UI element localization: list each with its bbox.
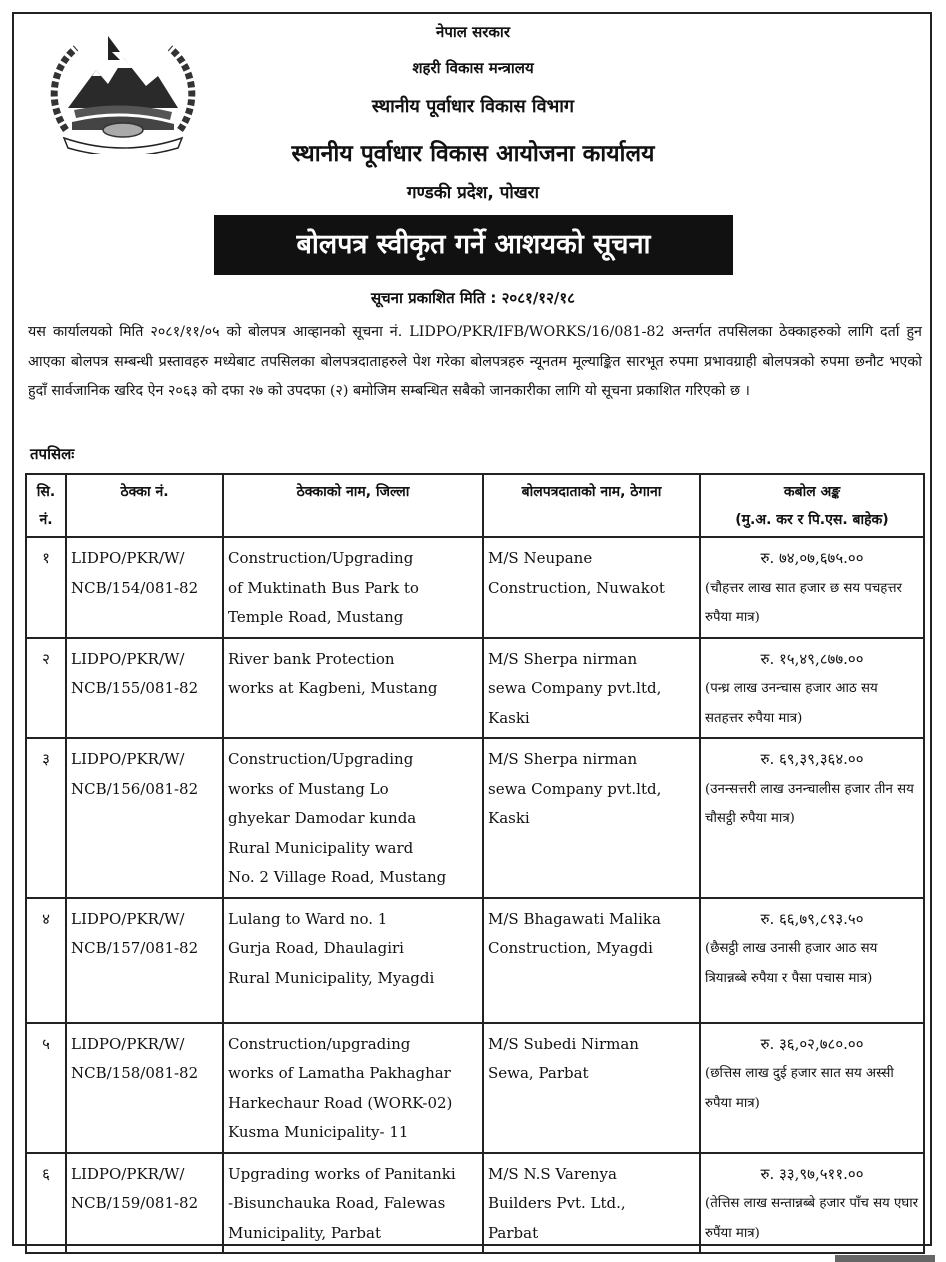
amount-figure: रु. ३६,०२,७८०.०० bbox=[760, 1034, 864, 1053]
amount-words: (छैसट्ठी लाख उनासी हजार आठ सय त्रियान्नब्बे रुपैया र पैसा पचास मात्र) bbox=[705, 941, 878, 986]
amount-words: (तेत्तिस लाख सन्तान्नब्बे हजार पाँच सय एघार रुपैंया मात्र) bbox=[705, 1196, 919, 1241]
row-bidder: M/S Bhagawati Malika Construction, Myagdi bbox=[483, 898, 700, 1023]
row-contract-no: LIDPO/PKR/W/ NCB/155/081-82 bbox=[66, 638, 223, 739]
amount-words: (उनन्सत्तरी लाख उनन्चालीस हजार तीन सय चौसट्ठी रुपैया मात्र) bbox=[705, 781, 914, 826]
row-contract-name: River bank Protection works at Kagbeni, Mustang bbox=[223, 638, 483, 739]
ministry-name: शहरी विकास मन्त्रालय bbox=[412, 59, 534, 77]
amount-words: (छत्तिस लाख दुई हजार सात सय अस्सी रुपैया मात्र) bbox=[705, 1066, 894, 1111]
row-amount bbox=[700, 738, 924, 898]
row-bidder: M/S Sherpa nirman sewa Company pvt.ltd, Kaski bbox=[483, 638, 700, 739]
table-row bbox=[26, 1153, 924, 1254]
intro-paragraph: यस कार्यालयको मिति २०८१/११/०५ को बोलपत्र आव्हानको सूचना नं. LIDPO/PKR/IFB/WORKS/16/081-82 अन्तर्गत तपसिलका ठेक्काहरुको लागि दर्ता हुन आएका बोलपत्र सम्बन्धी प्रस्तावहरु मध्येबाट तपसिलका बोलपत्रदाताहरुले पेश गरेका बोलपत्रहरु न्यूनतम मूल्याङ्कित सारभूत रुपमा प्रभावग्राही बोलपत्रको रुपमा छनौट भएको हुदाँ सार्वजानिक खरिद ऐन २०६३ को दफा २७ को उपदफा (२) बमोजिम सम्बन्धित सबैको जानकारीका लागि यो सूचना प्रकाशित गरिएको छ । bbox=[28, 324, 922, 399]
department-name: स्थानीय पूर्वाधार विकास विभाग bbox=[371, 96, 575, 117]
row-sn: २ bbox=[26, 638, 66, 739]
row-contract-no: LIDPO/PKR/W/ NCB/156/081-82 bbox=[66, 738, 223, 898]
notice-title: बोलपत्र स्वीकृत गर्ने आशयको सूचना bbox=[214, 215, 733, 275]
row-bidder: M/S N.S Varenya Builders Pvt. Ltd., Parbat bbox=[483, 1153, 700, 1254]
row-sn: ४ bbox=[26, 898, 66, 1023]
row-amount bbox=[700, 1153, 924, 1254]
row-bidder: M/S Neupane Construction, Nuwakot bbox=[483, 537, 700, 638]
table-row bbox=[26, 1023, 924, 1153]
table-row bbox=[26, 638, 924, 739]
header-amount: कबोल अङ्क (मु.अ. कर र पि.एस. बाहेक) bbox=[700, 474, 924, 537]
schedule-label: तपसिलः bbox=[30, 445, 75, 463]
row-contract-no: LIDPO/PKR/W/ NCB/159/081-82 bbox=[66, 1153, 223, 1254]
amount-words: (चौहत्तर लाख सात हजार छ सय पचहत्तर रुपैया मात्र) bbox=[705, 580, 902, 625]
amount-figure: रु. ७४,०७,६७५.०० bbox=[760, 549, 864, 567]
header-sn: सि. नं. bbox=[26, 474, 66, 537]
published-date: सूचना प्रकाशित मिति : २०८१/१२/१८ bbox=[371, 289, 575, 307]
page-edge-bar bbox=[835, 1255, 935, 1262]
row-bidder: M/S Sherpa nirman sewa Company pvt.ltd, Kaski bbox=[483, 738, 700, 898]
row-contract-name: Construction/Upgrading works of Mustang Lo ghyekar Damodar kunda Rural Municipality ward No. 2 Village Road, Mustang bbox=[223, 738, 483, 898]
header-contract-name: ठेक्काको नाम, जिल्ला bbox=[223, 474, 483, 537]
amount-words: (पन्ध्र लाख उनन्चास हजार आठ सय सतहत्तर रुपैया मात्र) bbox=[705, 681, 878, 726]
row-sn: ६ bbox=[26, 1153, 66, 1254]
row-amount bbox=[700, 638, 924, 739]
row-contract-no: LIDPO/PKR/W/ NCB/154/081-82 bbox=[66, 537, 223, 638]
table-row bbox=[26, 738, 924, 898]
row-amount bbox=[700, 898, 924, 1023]
amount-figure: रु. ३३,९७,५११.०० bbox=[760, 1164, 864, 1183]
table-header-row bbox=[26, 474, 924, 537]
header-bidder: बोलपत्रदाताको नाम, ठेगाना bbox=[483, 474, 700, 537]
table-row bbox=[26, 537, 924, 638]
header-contract-no: ठेक्का नं. bbox=[66, 474, 223, 537]
row-amount bbox=[700, 537, 924, 638]
amount-figure: रु. ६६,७९,८९३.५० bbox=[760, 909, 864, 928]
row-sn: ५ bbox=[26, 1023, 66, 1153]
row-bidder: M/S Subedi Nirman Sewa, Parbat bbox=[483, 1023, 700, 1153]
row-contract-no: LIDPO/PKR/W/ NCB/157/081-82 bbox=[66, 898, 223, 1023]
row-contract-no: LIDPO/PKR/W/ NCB/158/081-82 bbox=[66, 1023, 223, 1153]
office-name: स्थानीय पूर्वाधार विकास आयोजना कार्यालय bbox=[291, 141, 655, 167]
table-row bbox=[26, 898, 924, 1023]
amount-figure: रु. ६९,३९,३६४.०० bbox=[760, 750, 864, 768]
amount-figure: रु. १५,४९,८७७.०० bbox=[760, 649, 864, 668]
row-contract-name: Lulang to Ward no. 1 Gurja Road, Dhaulagiri Rural Municipality, Myagdi bbox=[223, 898, 483, 1023]
row-contract-name: Construction/upgrading works of Lamatha Pakhaghar Harkechaur Road (WORK-02) Kusma Municipality- 11 bbox=[223, 1023, 483, 1153]
office-location: गण्डकी प्रदेश, पोखरा bbox=[406, 183, 540, 203]
row-contract-name: Upgrading works of Panitanki -Bisunchauka Road, Falewas Municipality, Parbat bbox=[223, 1153, 483, 1254]
row-sn: १ bbox=[26, 537, 66, 638]
row-sn: ३ bbox=[26, 738, 66, 898]
bid-acceptance-table bbox=[25, 473, 925, 1254]
gov-name: नेपाल सरकार bbox=[436, 23, 510, 41]
row-amount bbox=[700, 1023, 924, 1153]
row-contract-name: Construction/Upgrading of Muktinath Bus Park to Temple Road, Mustang bbox=[223, 537, 483, 638]
